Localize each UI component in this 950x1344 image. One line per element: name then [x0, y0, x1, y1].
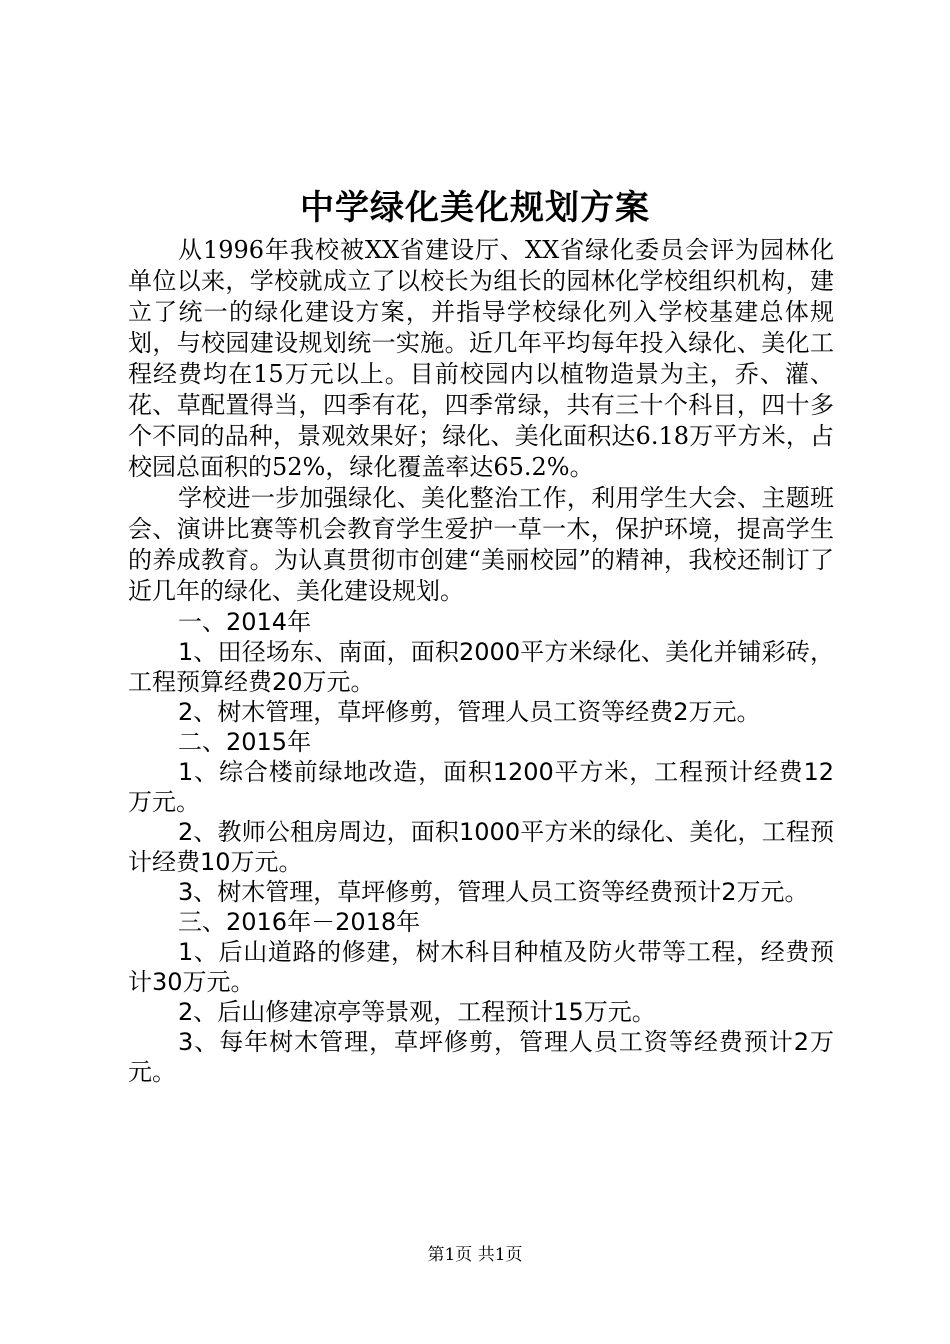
section-heading-2014: 一、2014年	[178, 608, 312, 636]
list-item: 3、树木管理，草坪修剪，管理人员工资等经费预计2万元。	[178, 878, 809, 906]
list-item: 1、综合楼前绿地改造，面积1200平方米，工程预计经费12万元。	[128, 758, 834, 816]
list-item: 2、树木管理，草坪修剪，管理人员工资等经费2万元。	[178, 698, 761, 726]
section-heading-2015: 二、2015年	[178, 728, 312, 756]
document-title: 中学绿化美化规划方案	[300, 188, 650, 228]
section-heading-2016-2018: 三、2016年－2018年	[178, 908, 421, 936]
page-number-footer: 第1页 共1页	[427, 1245, 523, 1265]
plan-intro-paragraph: 学校进一步加强绿化、美化整治工作，利用学生大会、主题班会、演讲比赛等机会教育学生爱护一草一木，保护环境，提高学生的养成教育。为认真贯彻市创建“美丽校园”的精神，我校还制订了近几年的绿化、美化建设规划。	[128, 484, 834, 605]
intro-paragraph: 从1996年我校被XX省建设厅、XX省绿化委员会评为园林化单位以来，学校就成立了以校长为组长的园林化学校组织机构，建立了统一的绿化建设方案，并指导学校绿化列入学校基建总体规划，与校园建设规划统一实施。近几年平均每年投入绿化、美化工程经费均在15万元以上。目前校园内以植物造景为主，乔、灌、花、草配置得当，四季有花，四季常绿，共有三十个科目，四十多个不同的品种，景观效果好；绿化、美化面积达6.18万平方米，占校园总面积的52%，绿化覆盖率达65.2%。	[128, 236, 834, 481]
list-item: 1、后山道路的修建，树木科目种植及防火带等工程，经费预计30万元。	[128, 938, 834, 996]
list-item: 1、田径场东、南面，面积2000平方米绿化、美化并铺彩砖，工程预算经费20万元。	[128, 638, 834, 696]
document-body	[128, 235, 834, 1087]
list-item: 3、每年树木管理，草坪修剪，管理人员工资等经费预计2万元。	[128, 1028, 834, 1086]
list-item: 2、后山修建凉亭等景观，工程预计15万元。	[178, 998, 656, 1026]
list-item: 2、教师公租房周边，面积1000平方米的绿化、美化，工程预计经费10万元。	[128, 818, 834, 876]
